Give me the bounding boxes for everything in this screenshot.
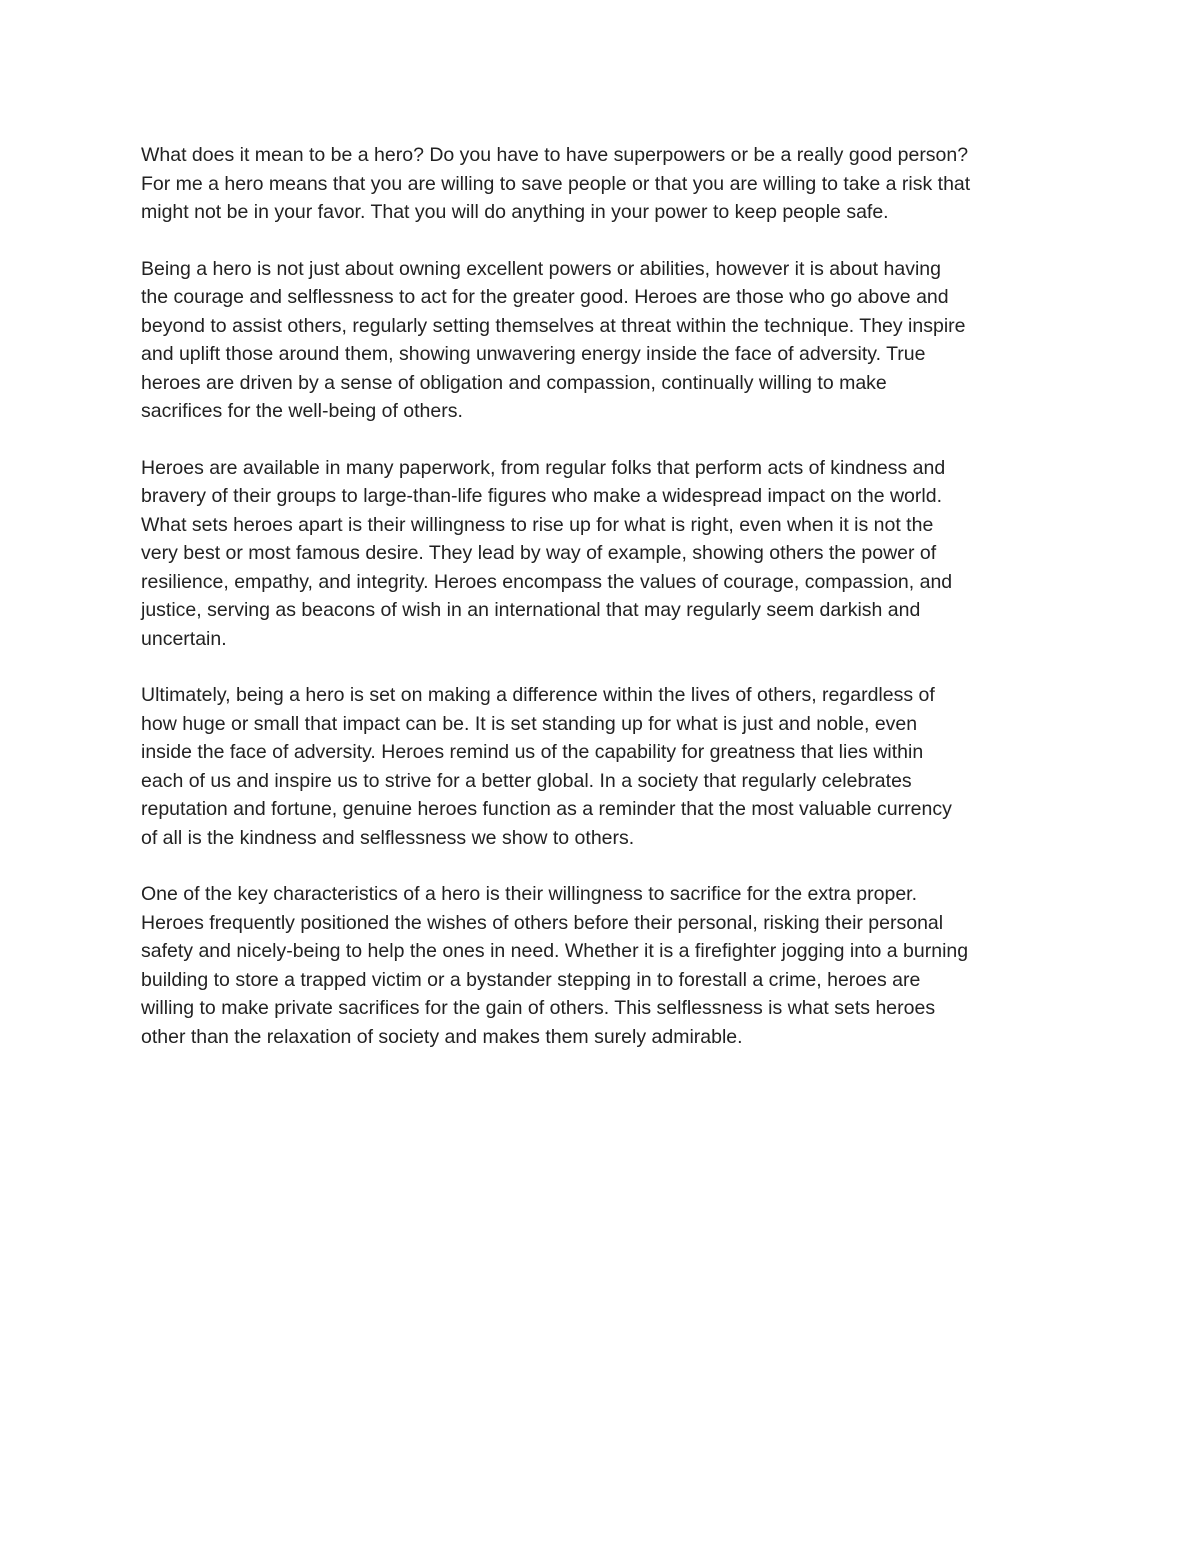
text-line: how huge or small that impact can be. It is set standing up for what is just and noble, even [141,712,918,735]
text-line: each of us and inspire us to strive for a better global. In a society that regularly celebrates [141,769,912,792]
document-body [141,141,1071,1079]
text-line: safety and nicely-being to help the ones in need. Whether it is a firefighter jogging into a burning [141,940,969,962]
text-line: the courage and selflessness to act for the greater good. Heroes are those who go above and [141,286,949,308]
paragraph-3 [141,454,1071,654]
text-line: might not be in your favor. That you will do anything in your power to keep people safe. [141,201,889,223]
text-line: justice, serving as beacons of wish in an international that may regularly seem darkish and [141,599,921,621]
text-line: and uplift those around them, showing unwavering energy inside the face of adversity. True [141,343,926,365]
text-line: willing to make private sacrifices for the gain of others. This selflessness is what sets heroes [141,997,936,1019]
text-line: Heroes are available in many paperwork, from regular folks that perform acts of kindness and [141,456,946,479]
text-line: uncertain. [141,627,227,650]
text-line: of all is the kindness and selflessness we show to others. [141,826,635,849]
text-line: reputation and fortune, genuine heroes function as a reminder that the most valuable currency [141,798,952,820]
text-line: sacrifices for the well-being of others. [141,400,463,422]
text-line: very best or most famous desire. They lead by way of example, showing others the power of [141,542,937,564]
paragraph-5 [141,880,1071,1051]
paragraph-2 [141,255,1071,426]
text-line: bravery of their groups to large-than-life figures who make a widespread impact on the world. [141,485,942,507]
text-line: Being a hero is not just about owning excellent powers or abilities, however it is about having [141,257,941,280]
text-line: Ultimately, being a hero is set on making a difference within the lives of others, regardless of [141,684,935,706]
paragraph-1 [141,141,1071,227]
text-line: inside the face of adversity. Heroes remind us of the capability for greatness that lies within [141,741,924,763]
text-line: beyond to assist others, regularly setting themselves at threat within the technique. They inspire [141,314,966,337]
text-line: One of the key characteristics of a hero is their willingness to sacrifice for the extra proper. [141,883,918,905]
paragraph-4 [141,681,1071,852]
text-line: For me a hero means that you are willing to save people or that you are willing to take a risk that [141,172,971,195]
text-line: building to store a trapped victim or a bystander stepping in to forestall a crime, heroes are [141,968,921,991]
text-line: heroes are driven by a sense of obligation and compassion, continually willing to make [141,371,887,394]
text-line: What does it mean to be a hero? Do you have to have superpowers or be a really good person? [141,144,969,166]
text-line: What sets heroes apart is their willingness to rise up for what is right, even when it is not the [141,513,934,536]
text-line: other than the relaxation of society and makes them surely admirable. [141,1025,743,1048]
text-line: resilience, empathy, and integrity. Heroes encompass the values of courage, compassion, and [141,570,953,593]
text-line: Heroes frequently positioned the wishes of others before their personal, risking their personal [141,911,944,934]
